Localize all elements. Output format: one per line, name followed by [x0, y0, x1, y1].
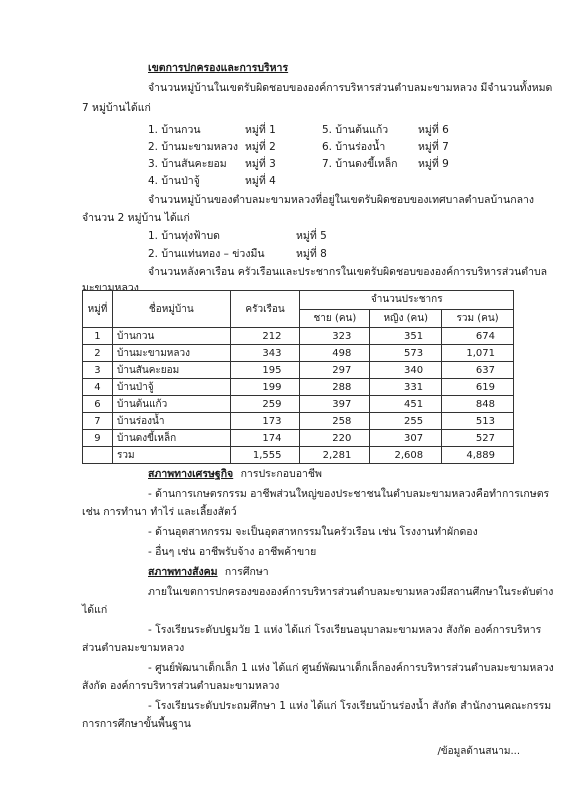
village-moo: หมู่ที่ 1	[245, 124, 276, 136]
cell-households: 174	[230, 430, 300, 447]
paragraph-line: จำนวนหลังคาเรือน ครัวเรือนและประชากรในเขตรับผิดชอบขององค์การบริหารส่วนตำบล	[148, 266, 548, 278]
cell-moo: 2	[83, 345, 113, 362]
paragraph-line: การการศึกษาขั้นพื้นฐาน	[82, 718, 191, 730]
cell-male: 297	[300, 362, 370, 379]
village-item	[148, 141, 238, 154]
cell-village-name: บ้านต้นแก้ว	[112, 396, 230, 413]
cell-female: 340	[370, 362, 442, 379]
cell-male: 397	[300, 396, 370, 413]
cell-female: 255	[370, 413, 442, 430]
table-row	[83, 379, 514, 396]
cell-total: 637	[442, 362, 514, 379]
village-name: 7. บ้านดงขี้เหล็ก	[322, 158, 398, 170]
village-name: 3. บ้านสันคะยอม	[148, 158, 227, 170]
cell-households: 343	[230, 345, 300, 362]
cell-male: 323	[300, 328, 370, 345]
cell-total-label: รวม	[112, 447, 230, 464]
cell-male: 258	[300, 413, 370, 430]
table-row	[83, 328, 514, 345]
paragraph-line: เช่น การทำนา ทำไร่ และเลี้ยงสัตว์	[82, 506, 237, 518]
table-row	[83, 362, 514, 379]
cell-total: 527	[442, 430, 514, 447]
cell-empty	[83, 447, 113, 464]
header-total: รวม (คน)	[442, 309, 514, 328]
paragraph-line: - โรงเรียนระดับประถมศึกษา 1 แห่ง ได้แก่ โรงเรียนบ้านร่องน้ำ สังกัด สำนักงานคณะกรรม	[148, 700, 552, 712]
cell-village-name: บ้านกวน	[112, 328, 230, 345]
paragraph-line: - อื่นๆ เช่น อาชีพรับจ้าง อาชีพค้าขาย	[148, 546, 317, 558]
paragraph-line: 7 หมู่บ้านได้แก่	[82, 102, 151, 114]
paragraph-line: - ด้านการเกษตรกรรม อาชีพส่วนใหญ่ของประชาชนในตำบลมะขามหลวงคือทำการเกษตร	[148, 488, 550, 500]
village-moo: หมู่ที่ 3	[245, 158, 276, 170]
village-moo: หมู่ที่ 9	[418, 158, 449, 170]
header-population: จำนวนประชากร	[300, 291, 514, 310]
cell-female: 451	[370, 396, 442, 413]
cell-moo: 4	[83, 379, 113, 396]
table-row	[83, 396, 514, 413]
cell-village-name: บ้านป่าจู้	[112, 379, 230, 396]
village-name: 6. บ้านร่องน้ำ	[322, 141, 386, 153]
cell-total: 674	[442, 328, 514, 345]
table-header-row	[83, 291, 514, 310]
header-moo: หมู่ที่	[83, 291, 113, 328]
table-row	[83, 345, 514, 362]
section-heading: เขตการปกครองและการบริหาร	[148, 62, 289, 74]
cell-village-name: บ้านสันคะยอม	[112, 362, 230, 379]
village-name: 2. บ้านมะขามหลวง	[148, 141, 239, 153]
paragraph-line: ส่วนตำบลมะขามหลวง	[82, 642, 185, 654]
village-moo: หมู่ที่ 8	[296, 248, 327, 260]
cell-households: 195	[230, 362, 300, 379]
village-moo: หมู่ที่ 2	[245, 141, 276, 153]
village-name: 1. บ้านทุ่งฟ้าบด	[148, 230, 220, 242]
population-table	[82, 290, 514, 464]
paragraph-line: จำนวน 2 หมู่บ้าน ได้แก่	[82, 212, 190, 224]
village-name: 2. บ้านแท่นทอง – ข่วงมืน	[148, 248, 265, 260]
village-item	[148, 124, 201, 137]
cell-total: 848	[442, 396, 514, 413]
cell-total: 513	[442, 413, 514, 430]
paragraph-line: - ศูนย์พัฒนาเด็กเล็ก 1 แห่ง ได้แก่ ศูนย์พัฒนาเด็กเล็กองค์การบริหารส่วนตำบลมะขามหลวง	[148, 662, 554, 674]
paragraph-line: - ด้านอุตสาหกรรม จะเป็นอุตสาหกรรมในครัวเรือน เช่น โรงงานทำผักดอง	[148, 526, 478, 538]
cell-village-name: บ้านร่องน้ำ	[112, 413, 230, 430]
cell-total: 1,071	[442, 345, 514, 362]
social-title: สภาพทางสังคม	[148, 566, 218, 578]
village-moo: หมู่ที่ 6	[418, 124, 449, 136]
header-female: หญิง (คน)	[370, 309, 442, 328]
cell-village-name: บ้านดงขี้เหล็ก	[112, 430, 230, 447]
paragraph-line: สังกัด องค์การบริหารส่วนตำบลมะขามหลวง	[82, 680, 280, 692]
paragraph-line: จำนวนหมู่บ้านของตำบลมะขามหลวงที่อยู่ในเขตรับผิดชอบของเทศบาลตำบลบ้านกลาง	[148, 194, 535, 206]
cell-male: 288	[300, 379, 370, 396]
header-households: ครัวเรือน	[230, 291, 300, 328]
paragraph-line: - โรงเรียนระดับปฐมวัย 1 แห่ง ได้แก่ โรงเรียนอนุบาลมะขามหลวง สังกัด องค์การบริหาร	[148, 624, 542, 636]
table-total-row	[83, 447, 514, 464]
econ-subtitle: การประกอบอาชีพ	[240, 468, 322, 480]
cell-households: 212	[230, 328, 300, 345]
village-name: 5. บ้านต้นแก้ว	[322, 124, 389, 136]
cell-households: 173	[230, 413, 300, 430]
cell-moo: 9	[83, 430, 113, 447]
cell-moo: 1	[83, 328, 113, 345]
cell-moo: 6	[83, 396, 113, 413]
cell-female: 2,608	[370, 447, 442, 464]
cell-male: 220	[300, 430, 370, 447]
village-name: 1. บ้านกวน	[148, 124, 201, 136]
village-moo: หมู่ที่ 5	[296, 230, 327, 242]
table-row	[83, 413, 514, 430]
econ-heading-line	[148, 468, 322, 481]
cell-moo: 7	[83, 413, 113, 430]
header-village-name: ชื่อหมู่บ้าน	[112, 291, 230, 328]
header-male: ชาย (คน)	[300, 309, 370, 328]
paragraph-line: จำนวนหมู่บ้านในเขตรับผิดชอบขององค์การบริหารส่วนตำบลมะขามหลวง มีจำนวนทั้งหมด	[148, 82, 553, 94]
social-heading-line	[148, 566, 269, 579]
paragraph-line: ได้แก่	[82, 604, 108, 616]
cell-village-name: บ้านมะขามหลวง	[112, 345, 230, 362]
cell-total: 4,889	[442, 447, 514, 464]
village-moo: หมู่ที่ 7	[418, 141, 449, 153]
cell-households: 259	[230, 396, 300, 413]
cell-female: 573	[370, 345, 442, 362]
cell-male: 2,281	[300, 447, 370, 464]
cell-households: 199	[230, 379, 300, 396]
cell-female: 307	[370, 430, 442, 447]
cell-total: 619	[442, 379, 514, 396]
page-continuation-note: /ข้อมูลด้านสนาม...	[437, 746, 520, 757]
cell-households: 1,555	[230, 447, 300, 464]
table-row	[83, 430, 514, 447]
social-subtitle: การศึกษา	[224, 566, 269, 578]
paragraph-line: ภายในเขตการปกครองขององค์การบริหารส่วนตำบลมะขามหลวงมีสถานศึกษาในระดับต่าง	[148, 586, 554, 598]
village-name: 4. บ้านป่าจู้	[148, 175, 200, 187]
cell-female: 331	[370, 379, 442, 396]
econ-title: สภาพทางเศรษฐกิจ	[148, 468, 234, 480]
paragraph-line: มะขามหลวง	[82, 282, 139, 294]
cell-female: 351	[370, 328, 442, 345]
village-item	[148, 158, 227, 171]
cell-male: 498	[300, 345, 370, 362]
village-item	[148, 175, 200, 188]
village-moo: หมู่ที่ 4	[245, 175, 276, 187]
cell-moo: 3	[83, 362, 113, 379]
